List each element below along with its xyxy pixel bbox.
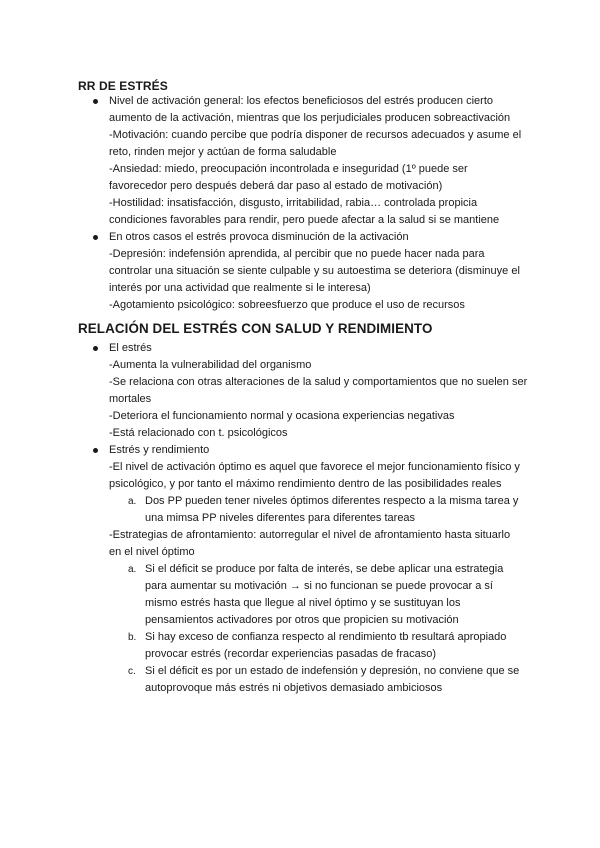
text-line: -Se relaciona con otras alteraciones de la salud y comportamientos que no suelen ser bbox=[109, 376, 528, 388]
text-line: Si el déficit se produce por falta de interés, se debe aplicar una estrategia bbox=[145, 563, 504, 575]
text-line: pensamientos activadores por otros que propicien su motivación bbox=[145, 614, 459, 626]
text-line: -El nivel de activación óptimo es aquel que favorece el mejor funcionamiento físico y bbox=[109, 461, 520, 473]
text-line: El estrés bbox=[109, 342, 152, 354]
text-line: -Deteriora el funcionamiento normal y ocasiona experiencias negativas bbox=[109, 410, 455, 422]
text-line: Estrés y rendimiento bbox=[109, 444, 210, 456]
text-line: autoprovoque más estrés ni objetivos demasiado ambiciosos bbox=[145, 682, 443, 694]
text-line: Si el déficit es por un estado de indefensión y depresión, no conviene que se bbox=[145, 665, 520, 677]
section-title-rr-estres: RR DE ESTRÉS bbox=[78, 79, 168, 93]
sublist-marker: b. bbox=[128, 632, 137, 643]
text-line: -Estrategias de afrontamiento: autorregular el nivel de afrontamiento hasta situarlo bbox=[109, 529, 511, 541]
text-line: reto, rinden mejor y actúan de forma saludable bbox=[109, 146, 337, 158]
text-line: Nivel de activación general: los efectos beneficiosos del estrés producen cierto bbox=[109, 95, 493, 107]
text-line: Si hay exceso de confianza respecto al rendimiento tb resultará apropiado bbox=[145, 631, 507, 643]
text-line: provocar estrés (recordar experiencias pasadas de fracaso) bbox=[145, 648, 437, 660]
text-line: Dos PP pueden tener niveles óptimos diferentes respecto a la misma tarea y bbox=[145, 495, 519, 507]
bullet-marker bbox=[93, 99, 98, 104]
bullet-marker bbox=[93, 346, 98, 351]
text-line: controlar una situación se siente culpable y su autoestima se deteriora (disminuye el bbox=[109, 265, 520, 277]
text-line: -Motivación: cuando percibe que podría disponer de recursos adecuados y asume el bbox=[109, 129, 522, 141]
sublist-marker: a. bbox=[128, 496, 137, 507]
text-line: -Ansiedad: miedo, preocupación incontrolada e inseguridad (1º puede ser bbox=[109, 163, 468, 175]
text-line: una mimsa PP niveles diferentes para diferentes tareas bbox=[145, 512, 416, 524]
text-line: en el nivel óptimo bbox=[109, 546, 195, 558]
text-line: -Hostilidad: insatisfacción, disgusto, irritabilidad, rabia… controlada propicia bbox=[109, 197, 478, 209]
sublist-marker: c. bbox=[128, 666, 136, 677]
sublist-marker: a. bbox=[128, 564, 137, 575]
text-line: mismo estrés hasta que llegue al nivel óptimo y se sustituyan los bbox=[145, 597, 461, 609]
text-line: -Está relacionado con t. psicológicos bbox=[109, 427, 288, 439]
text-line: mortales bbox=[109, 393, 152, 405]
text-line: condiciones favorables para rendir, pero puede afectar a la salud si se mantiene bbox=[109, 214, 500, 226]
text-line: psicológico, y por tanto el máximo rendimiento dentro de las posibilidades reales bbox=[109, 478, 502, 490]
text-line: -Agotamiento psicológico: sobreesfuerzo que produce el uso de recursos bbox=[109, 299, 465, 311]
text-line: favorecedor pero después deberá dar paso al estado de motivación) bbox=[109, 180, 443, 192]
bullet-marker bbox=[93, 448, 98, 453]
text-line: aumento de la activación, mientras que los perjudiciales producen sobreactivación bbox=[109, 112, 511, 124]
text-line: -Aumenta la vulnerabilidad del organismo bbox=[109, 359, 312, 371]
text-line: interés por una actividad que realmente si le interesa) bbox=[109, 282, 371, 294]
bullet-marker bbox=[93, 235, 98, 240]
text-line: -Depresión: indefensión aprendida, al percibir que no puede hacer nada para bbox=[109, 248, 485, 260]
section-title-relacion-estres: RELACIÓN DEL ESTRÉS CON SALUD Y RENDIMIENTO bbox=[78, 321, 433, 336]
text-line: En otros casos el estrés provoca disminución de la activación bbox=[109, 231, 409, 243]
text-line: para aumentar su motivación → si no funcionan se puede provocar a sí bbox=[145, 580, 493, 592]
